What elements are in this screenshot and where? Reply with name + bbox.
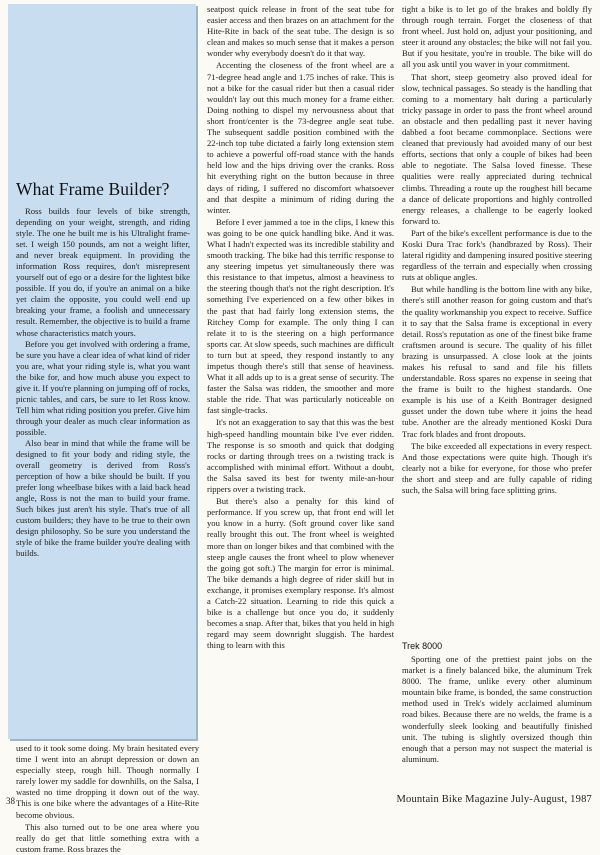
body-paragraph: This also turned out to be one area where you really do get that little something extra with a custom frame. Ross brazes the (16, 821, 199, 854)
sidebar-title: What Frame Builder? (16, 179, 170, 199)
body-paragraph: seatpost quick release in front of the seat tube for easier access and then brazes on an attachment for the Hite-Rite in back of the seat tube. The design is so clean and makes so much sense that it makes a person wonder why everybody doesn't do it that way. (207, 4, 394, 59)
body-paragraph: tight a bike is to let go of the brakes and boldly fly through rough terrain. Forget the closeness of that front wheel. Just hold on, adjust your positioning, and steer it around any obstacles; the bike will not fail you. But if you hesitate, you're in trouble. The bike will do all you ask until you waver in your commitment. (402, 4, 592, 70)
body-paragraph: used to it took some doing. My brain hesitated every time I went into an abrupt depression or down an especially steep, rough hill. Though normally I rarely lower my saddle for downhills, on the Salsa, I wasted no time dropping it down out of the way. This is one bike where the advantages of a Hite-Rite become obvious. (16, 743, 199, 820)
body-paragraph: The bike exceeded all expectations in every respect. And those expectations were quite high. Though it's clearly not a bike for everyone, for those who prefer the short and steep and are fully capable of riding such, the Salsa will bring face splitting grins. (402, 440, 592, 496)
sidebar-box (8, 4, 196, 739)
body-paragraph: But there's also a penalty for this kind of performance. If you screw up, that front end will let you know in a hurry. (Soft ground cover like sand really brought this out. The front wheel is weighted more than on longer bikes and that combined with the steep angle causes the front wheel to plow whenever the going got soft.) The margin for error is minimal. The bike demands a high degree of rider skill but in exchange, it promises exemplary response. It's almost a Catch-22 situation. Learning to ride this quick a bike is a challenge but once you do, it suddenly becomes a snap. After that, bikes that you held in high regard may seem downright sluggish. The hardest thing to learn with this (207, 496, 394, 651)
sidebar-paragraph: Ross builds four levels of bike strength, depending on your weight, strength, and riding style. The one he built me is his Ultralight frame-set. I weigh 150 pounds, am not a weight lifter, and never break equipment. In providing the information Ross requires, don't misrepresent yourself out of ego or a desire for the lightest bike possible. If you do, if you're an animal on a bike yet claim the opposite, you could well end up breaking your frame, a foolish and unnecessary result. Remember, the objective is to build a frame whose characteristics match yours. (16, 206, 190, 338)
column-2 (207, 4, 394, 794)
sidebar-paragraph: Also bear in mind that while the frame will be designed to fit your body and riding style, the overall geometry is derived from Ross's perception of how a bike should be built. If you prefer long wheelbase bikes with a laid back head angle, Ross is not the man to build your frame. Such bikes just aren't his style. That's true of all custom builders; they have to be true to their own design philosophy. So be sure you understand the style of bike the frame builder you're dealing with builds. (16, 437, 190, 559)
body-paragraph: Before I ever jammed a toe in the clips, I knew this was going to be one quick handling bike. And it was. What I hadn't expected was its incredible stability and smooth tracking. The bike had this terrific response to any steering impetus yet simultaneously there was this resistance to that impetus, almost a heaviness to the steering though that's not the right description. It's something I've experienced on a few other bikes in the past that had fairly long extension stems, the Ritchey Comp for example. The only thing I can relate it to is the steering on a high performance sports car. At slow speeds, such machines are difficult to turn but at speed, they respond instantly to any impetus though there's still that sense of heaviness. What it all adds up to is a great sense of security. The faster the Salsa was ridden, the smoother and more stable the ride. That was particularly noticeable on fast single-tracks. (207, 216, 394, 416)
section-heading-trek-8000: Trek 8000 (402, 641, 443, 651)
sidebar-content (16, 178, 190, 735)
sidebar-paragraph: Before you get involved with ordering a frame, be sure you have a clear idea of what kind of rider you are, what your riding style is, what you want the bike for, and how much abuse you expect to give it. If you're planning on jumping off of rocks, picnic tables, and cars, be sure to let Ross know. Tell him what riding position you prefer. Give him through your dealer as much clear information as possible. (16, 338, 190, 437)
body-paragraph: Sporting one of the prettiest paint jobs on the market is a finely balanced bike, the aluminum Trek 8000. The frame, unlike every other aluminum mountain bike frame, is bonded, the same construction method used in Trek's widely acclaimed aluminum road bikes. Because there are no welds, the frame is a wonderfully sleek looking and beautifully finished unit. The tubing is slightly oversized though thin enough that a person may not suspect the material is aluminum. (402, 654, 592, 764)
body-paragraph: But while handling is the bottom line with any bike, there's still another reason for going custom and that's the quality workmanship you expect to receive. Suffice it to say that the Salsa frame is exceptional in every detail. Ross's reputation as one of the finest bike frame craftsmen around is secure. The quality of his fillet brazing is unsurpassed. A close look at the joints makes his refusal to sand and file his fillets understandable. Ross spares no expense in seeing that the frame is built to the highest standards. One example is his use of a Keith Bontrager designed gusset under the down tube where it joins the head tube. Another are the already mentioned Koski Dura Trac fork blades and front dropouts. (402, 284, 592, 439)
body-paragraph: That short, steep geometry also proved ideal for slow, technical passages. So steady is the handling that coming to a momentary halt during a particularly tricky passage in order to pass the front wheel around an obstacle and then pedalling past it never having dabbed a foot became commonplace. Sections were cleaned that previously had avoided many of our best efforts, sections that only a couple of bikes had been able to negotiate. The Salsa loved finesse. These qualities were really appreciated during technical climbs. Threading a route up the roughest hill became a dance of delicate proportions and highly controlled energy releases, a challenge to be eagerly looked forward to. (402, 71, 592, 226)
body-paragraph: Part of the bike's excellent performance is due to the Koski Dura Trac fork's (handbrazed by Ross). Their lateral rigidity and dampening insured positive steering regardless of the terrain and especially when crossing ruts at oblique angles. (402, 227, 592, 283)
page-number: 38 (6, 796, 15, 806)
magazine-footer: Mountain Bike Magazine July-August, 1987 (396, 794, 592, 805)
column-3 (402, 4, 592, 588)
body-paragraph: Accenting the closeness of the front wheel are a 71-degree head angle and 1.75 inches of rake. This is not a bike for the casual rider but then a casual rider wouldn't lay out this much money for a frame either. Doing nothing to dispel my nervousness about that short front/center is the 73-degree angle seat tube. The subsequent saddle position combined with the 22-inch top tube dictated a fairly long extension stem to achieve a powerful off-road stance with the hands held low and the hips driving over the cranks. Ross hit everything right on the button because in three days of riding, I suffered no discomfort whatsoever and that despite a minimum of riding during the winter. (207, 60, 394, 215)
column-1-bottom (16, 743, 199, 854)
column-3-trek-section (402, 640, 592, 795)
body-paragraph: It's not an exaggeration to say that this was the best high-speed handling mountain bike I've ever ridden. The response is so smooth and quick that dodging rocks or darting through trees on a twisting track is accomplished with minimal effort. Without a doubt, the Salsa saved its best for twenty mile-an-hour rippers over a twisting track. (207, 417, 394, 495)
